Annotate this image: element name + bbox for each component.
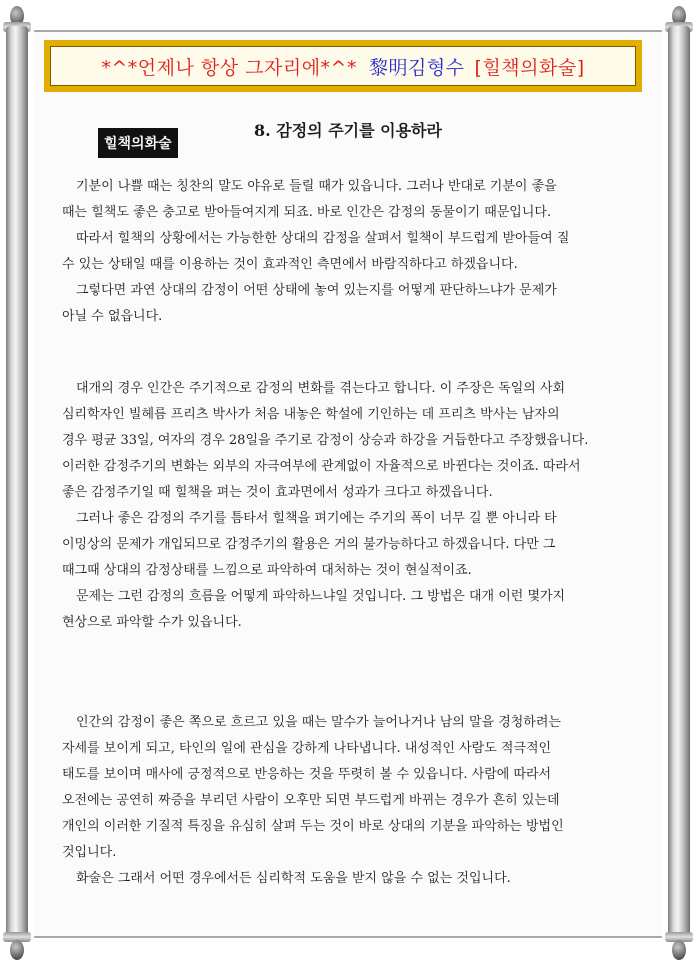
rod-knob-bottom-right — [672, 940, 686, 960]
rod-shaft — [6, 26, 28, 940]
text-line: 기분이 나쁠 때는 칭찬의 말도 야유로 들릴 때가 있읍니다. 그러나 반대로 기분이 좋을 — [76, 179, 557, 194]
page-title: 8. 감정의 주기를 이용하라 — [254, 121, 442, 140]
scroll-rod-left — [0, 0, 34, 966]
text-line: 현상으로 파악할 수가 있읍니다. — [62, 615, 242, 630]
text-line: 화술은 그래서 어떤 경우에서든 심리학적 도움을 받지 않을 수 없는 것입니다. — [76, 871, 511, 886]
text-line: 경우 평균 33일, 여자의 경우 28일을 주기로 감정이 상승과 하강을 거듭한다고 주장했읍니다. — [62, 433, 589, 448]
text-line: 것입니다. — [62, 845, 117, 860]
scroll-rod-right — [662, 0, 696, 966]
text-line: 아닐 수 없읍니다. — [62, 309, 163, 324]
text-line: 이러한 감정주기의 변화는 외부의 자극여부에 관계없이 자율적으로 바뀐다는 것이죠. 따라서 — [62, 459, 581, 474]
header-banner — [44, 40, 642, 92]
text-line: 개인의 이러한 기질적 특징을 유심히 살펴 두는 것이 바로 상대의 기분을 파악하는 방법인 — [62, 819, 564, 834]
paragraph-section-2 — [62, 376, 632, 636]
text-line: 대개의 경우 인간은 주기적으로 감정의 변화를 겪는다고 합니다. 이 주장은 독일의 사회 — [76, 381, 566, 396]
banner-category: [힐책의화술] — [474, 56, 585, 79]
text-line: 따라서 힐책의 상황에서는 가능한한 상대의 감정을 살펴서 힐책이 부드럽게 받아들여 질 — [76, 231, 570, 246]
rod-knob-bottom-left — [10, 940, 24, 960]
text-line: 때그때 상대의 감정상태를 느낌으로 파악하여 대처하는 것이 현실적이죠. — [62, 563, 472, 578]
text-line: 이밍상의 문제가 개입되므로 감정주기의 활용은 거의 불가능하다고 하겠읍니다. 다만 그 — [62, 537, 556, 552]
banner-inner — [50, 46, 636, 86]
text-line: 오전에는 공연히 짜증을 부리던 사람이 오후만 되면 부드럽게 바뀌는 경우가 흔히 있는데 — [62, 793, 560, 808]
text-line: 수 있는 상태일 때를 이용하는 것이 효과적인 측면에서 바람직하다고 하겠읍니다. — [62, 257, 518, 272]
text-line: 인간의 감정이 좋은 쪽으로 흐르고 있을 때는 말수가 늘어나거나 남의 말을 경청하려는 — [76, 715, 561, 730]
paragraph-section-1 — [62, 174, 632, 330]
text-line: 그러나 좋은 감정의 주기를 틈타서 힐책을 펴기에는 주기의 폭이 너무 길 뿐 아니라 타 — [76, 511, 557, 526]
paragraph-section-3 — [62, 710, 632, 892]
banner-author: 黎明김형수 — [368, 56, 465, 79]
text-line: 심리학자인 빌헤름 프리츠 박사가 처음 내놓은 학설에 기인하는 데 프리츠 박사는 남자의 — [62, 407, 560, 422]
rod-shaft — [668, 26, 690, 940]
text-line: 자세를 보이게 되고, 타인의 일에 관심을 강하게 나타냅니다. 내성적인 사람도 적극적인 — [62, 741, 552, 756]
text-line: 문제는 그런 감정의 흐름을 어떻게 파악하느냐일 것입니다. 그 방법은 대개 이런 몇가지 — [76, 589, 566, 604]
text-line: 태도를 보이며 매사에 긍정적으로 반응하는 것을 뚜렷히 볼 수 있읍니다. 사람에 따라서 — [62, 767, 552, 782]
text-line: 좋은 감정주기일 때 힐책을 펴는 것이 효과면에서 성과가 크다고 하겠읍니다. — [62, 485, 493, 500]
text-line: 때는 힐책도 좋은 충고로 받아들여지게 되죠. 바로 인간은 감정의 동물이기 때문입니다. — [62, 205, 552, 220]
text-line: 그렇다면 과연 상대의 감정이 어떤 상태에 놓여 있는지를 어떻게 판단하느냐가 문제가 — [76, 283, 557, 298]
banner-slogan: *^*언제나 항상 그자리에*^* — [101, 56, 357, 79]
category-label: 힐책의화술 — [98, 128, 178, 158]
